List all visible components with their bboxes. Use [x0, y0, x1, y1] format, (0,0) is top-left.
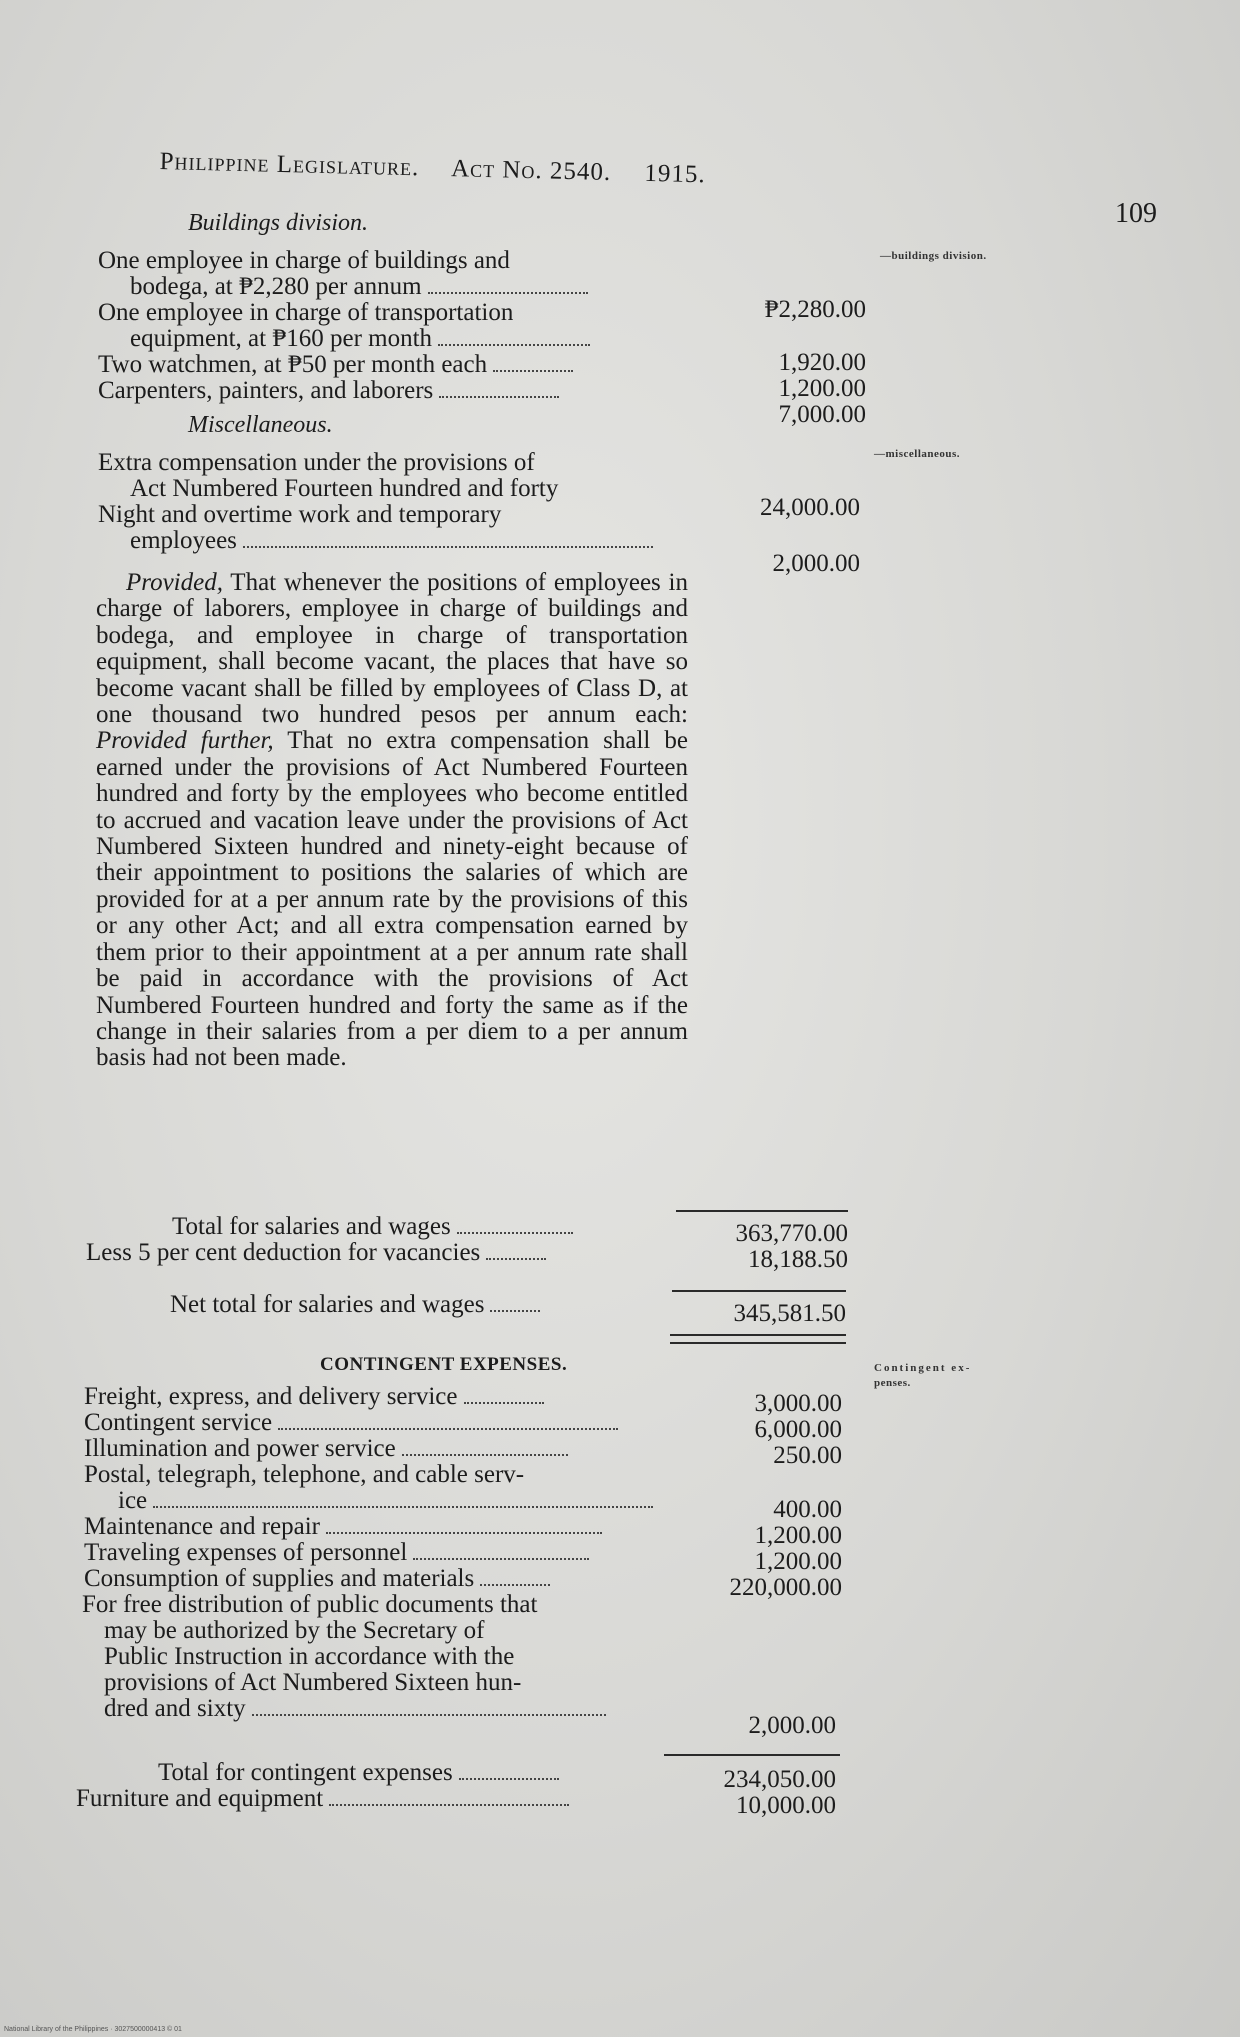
leader-dots [464, 1388, 544, 1404]
contingent-line-8 [84, 1566, 664, 1592]
buildings-line-4 [130, 326, 690, 352]
leader-dots [326, 1518, 602, 1534]
contingent-amount-6: 1,200.00 [754, 1548, 842, 1575]
contingent-line-6 [84, 1514, 664, 1540]
contingent-total-amount: 234,050.00 [723, 1766, 836, 1793]
furniture-label: Furniture and equipment [76, 1785, 324, 1812]
proviso-text-1: That whenever the positions of employees in charge of laborers, employee in charge of buildings and bodega, and employee in charge of transportation equipment, shall become vacant, the places that have so become vacant shall be filled by employees of Class D, at one thousand two hundred pesos per annum each: [96, 569, 688, 729]
misc-line-3: Night and overtime work and temporary [98, 501, 502, 528]
misc-amount-2: 2,000.00 [772, 550, 860, 577]
deduction-line [86, 1240, 676, 1266]
misc-line-4 [130, 528, 690, 554]
leader-dots [438, 330, 590, 346]
deduction-label: Less 5 per cent deduction for vacancies [86, 1239, 481, 1266]
salaries-total-label: Total for salaries and wages [172, 1213, 451, 1240]
buildings-amount-2: 1,920.00 [778, 349, 866, 376]
contingent-line-1 [84, 1384, 664, 1410]
net-total-amount: 345,581.50 [733, 1300, 846, 1327]
contingent-line-2 [84, 1410, 664, 1436]
contingent-line-4: Postal, telegraph, telephone, and cable serv- [84, 1461, 525, 1488]
contingent-line-9: For free distribution of public documents that [82, 1591, 538, 1618]
misc-amount-1: 24,000.00 [760, 494, 860, 521]
contingent-amount-5: 1,200.00 [754, 1522, 842, 1549]
furniture-amount: 10,000.00 [736, 1792, 836, 1819]
leader-dots [428, 278, 588, 294]
leader-dots [457, 1218, 573, 1234]
deduction-amount: 18,188.50 [748, 1246, 848, 1273]
leader-dots [486, 1244, 546, 1260]
leader-dots [439, 382, 559, 398]
margin-note-buildings: —buildings division. [880, 250, 987, 262]
leader-dots [459, 1764, 559, 1780]
header-year: 1915. [644, 159, 706, 189]
contingent-line-10: may be authorized by the Secretary of [104, 1617, 485, 1644]
buildings-amount-1: ₱2,280.00 [764, 296, 866, 323]
contingent-line-7-text: Traveling expenses of personnel [84, 1539, 408, 1566]
contingent-line-8-text: Consumption of supplies and materials [84, 1565, 475, 1592]
misc-line-2: Act Numbered Fourteen hundred and forty [130, 475, 559, 502]
proviso-text-2: That no extra compensation shall be earned under the provisions of Act Numbered Fourteen hundred and forty by the employees who become entitled to accrued and vacation leave under the provisions of Act Numbered Sixteen hundred and ninety-eight because of their appointment to positions the salaries of which are provided for at a per annum rate by the provisions of this or any other Act; and all extra compensation earned by them prior to their appointment at a per annum rate shall be paid in accordance with the provisions of Act Numbered Fourteen hundred and forty the same as if the change in their salaries from a per diem to a per annum basis had not been made. [96, 727, 688, 1072]
contingent-line-6-text: Maintenance and repair [84, 1513, 320, 1540]
contingent-amount-7: 220,000.00 [729, 1574, 842, 1601]
total-rule [676, 1210, 848, 1212]
margin-note-miscellaneous: —miscellaneous. [874, 448, 961, 460]
leader-dots [252, 1700, 606, 1716]
net-total-line [170, 1292, 674, 1318]
margin-note-contingent-2: penses. [874, 1377, 911, 1389]
leader-dots [480, 1570, 550, 1586]
leader-dots [402, 1440, 568, 1456]
leader-dots [493, 356, 573, 372]
buildings-line-5-text: Two watchmen, at ₱50 per month each [98, 351, 488, 378]
contingent-line-11: Public Instruction in accordance with the [104, 1643, 515, 1670]
buildings-line-2 [130, 274, 690, 300]
buildings-line-3: One employee in charge of transportation [98, 299, 514, 326]
contingent-total-line [158, 1760, 668, 1786]
misc-line-1: Extra compensation under the provisions of [98, 449, 535, 476]
proviso-further: Provided further, [96, 727, 274, 755]
contingent-line-13 [104, 1696, 658, 1722]
buildings-line-4-text: equipment, at ₱160 per month [130, 325, 433, 352]
net-total-label: Net total for salaries and wages [170, 1291, 485, 1318]
net-rule [672, 1290, 846, 1292]
running-header [159, 148, 732, 190]
contingent-line-12: provisions of Act Numbered Sixteen hun- [104, 1669, 522, 1696]
salaries-total-line [172, 1214, 672, 1240]
contingent-line-7 [84, 1540, 664, 1566]
contingent-total-label: Total for contingent expenses [158, 1759, 453, 1786]
header-publication: Philippine Legislature. [159, 148, 420, 182]
leader-dots [329, 1790, 569, 1806]
salaries-total-amount: 363,770.00 [735, 1220, 848, 1247]
contingent-amount-4: 400.00 [773, 1496, 842, 1523]
leader-dots [153, 1492, 653, 1508]
buildings-amount-4: 7,000.00 [778, 401, 866, 428]
contingent-amount-8: 2,000.00 [748, 1712, 836, 1739]
contingent-amount-3: 250.00 [773, 1442, 842, 1469]
contingent-total-rule [664, 1754, 840, 1756]
contingent-amount-1: 3,000.00 [754, 1390, 842, 1417]
margin-note-contingent-1: Contingent ex- [874, 1362, 972, 1374]
leader-dots [243, 532, 653, 548]
net-double-rule [670, 1334, 846, 1344]
contingent-heading: CONTINGENT EXPENSES. [320, 1354, 568, 1375]
buildings-line-2-text: bodega, at ₱2,280 per annum [130, 273, 422, 300]
buildings-heading: Buildings division. [188, 210, 368, 236]
leader-dots [278, 1414, 618, 1430]
buildings-line-6 [98, 378, 690, 404]
buildings-line-1: One employee in charge of buildings and [98, 247, 510, 274]
proviso-lead: Provided, [126, 569, 223, 596]
contingent-line-13-text: dred and sixty [104, 1695, 246, 1722]
miscellaneous-heading: Miscellaneous. [188, 412, 333, 438]
contingent-line-2-text: Contingent service [84, 1409, 273, 1436]
buildings-amount-3: 1,200.00 [778, 375, 866, 402]
scan-credit: National Library of the Philippines · 3027500000413 © 01 [4, 2026, 182, 2033]
contingent-amount-2: 6,000.00 [754, 1416, 842, 1443]
misc-line-4-text: employees [130, 527, 237, 554]
furniture-line [76, 1786, 666, 1812]
buildings-line-6-text: Carpenters, painters, and laborers [98, 377, 434, 404]
page-number: 109 [1115, 198, 1157, 229]
contingent-line-1-text: Freight, express, and delivery service [84, 1383, 458, 1410]
proviso-paragraph [96, 570, 688, 1072]
leader-dots [413, 1544, 589, 1560]
buildings-line-5 [98, 352, 690, 378]
contingent-line-5 [118, 1488, 672, 1514]
contingent-line-3 [84, 1436, 664, 1462]
leader-dots [490, 1296, 540, 1312]
header-act: Act No. 2540. [450, 155, 612, 187]
contingent-line-5-text: ice [118, 1487, 148, 1514]
contingent-line-3-text: Illumination and power service [84, 1435, 396, 1462]
